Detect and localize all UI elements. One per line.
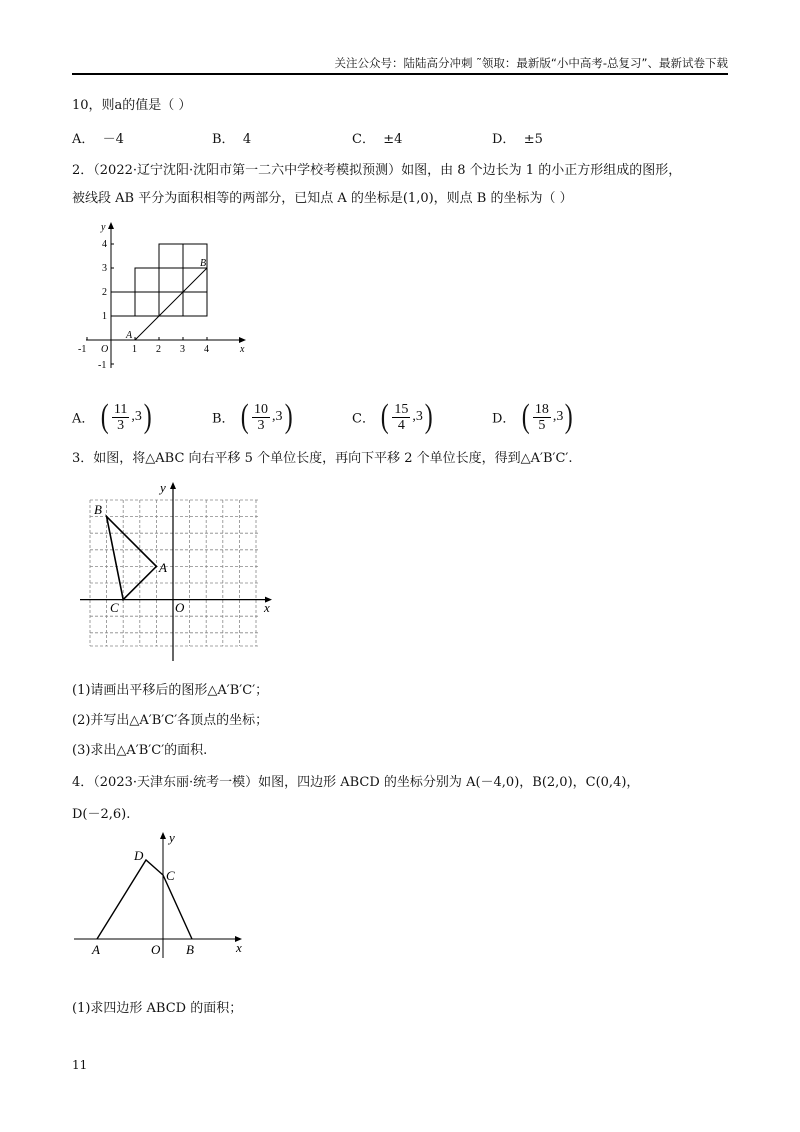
segment-ab [135, 268, 207, 340]
origin-label: O [101, 344, 109, 355]
y-tick-4: 4 [102, 239, 107, 250]
header-rule [72, 73, 728, 75]
q4-sub-1: (1)求四边形 ABCD 的面积； [72, 1001, 243, 1016]
q2-option-c: C． ( $\frac{15}{4}$ ,3 ) [352, 398, 433, 435]
q3-stem: 3．如图，将△ABC 向右平移 5 个单位长度，再向下平移 2 个单位长度，得到△A′B′C′. [72, 451, 573, 466]
label-b: B [186, 942, 194, 957]
x-tick-3: 3 [180, 344, 185, 355]
label-x: x [236, 940, 242, 955]
q3-figure [80, 478, 280, 663]
q3-sub-3: (3)求出△A′B′C′的面积. [72, 743, 208, 758]
page-header: 关注公众号：陆陆高分冲刺 ˜领取：最新版“小中高考-总复习”、最新试卷下载 [334, 56, 728, 70]
label-c: C [166, 868, 175, 883]
x-tick-1: 1 [132, 344, 137, 355]
q4-figure [70, 830, 255, 960]
q1-stem: 10，则a的值是（ ） [72, 98, 192, 113]
q2-option-b: B． ( $\frac{10}{3}$ ,3 ) [212, 398, 293, 435]
y-tick-neg1: -1 [98, 360, 107, 371]
label-d: D [134, 848, 144, 863]
x-tick-4: 4 [204, 344, 209, 355]
q2-option-d: D． ( $\frac{18}{5}$ ,3 ) [492, 398, 574, 435]
label-a: A [92, 942, 100, 957]
label-x: x [264, 600, 270, 615]
y-tick-1: 1 [102, 311, 107, 322]
q1-option-d: D． ±5 [492, 132, 543, 147]
label-o: O [175, 600, 185, 615]
quadrilateral-abcd [97, 860, 192, 939]
x-tick-2: 2 [156, 344, 161, 355]
q2-stem-line2: 被线段 AB 平分为面积相等的两部分，已知点 A 的坐标是(1,0)，则点 B 的坐标为（ ） [72, 191, 573, 206]
point-a-label: A [126, 330, 133, 341]
point-b-label: B [200, 258, 207, 269]
q1-option-c: C． ±4 [352, 132, 403, 147]
q2-option-a: A． ( $\frac{11}{3}$ ,3 ) [72, 398, 152, 435]
label-b: B [94, 502, 102, 517]
x-tick-neg1: -1 [78, 344, 87, 355]
q1-option-b: B． 4 [212, 132, 252, 147]
y-axis-label: y [101, 222, 106, 233]
q3-sub-1: (1)请画出平移后的图形△A′B′C′； [72, 683, 269, 698]
y-tick-3: 3 [102, 263, 107, 274]
q4-stem-line1: 4．（2023·天津东丽·统考一模）如图，四边形 ABCD 的坐标分别为 A(－4,0)，B(2,0)，C(0,4)， [72, 775, 640, 790]
label-c: C [110, 600, 119, 615]
q1-option-a: A． －4 [72, 132, 124, 147]
triangle-abc [107, 517, 157, 600]
y-tick-2: 2 [102, 287, 107, 298]
x-axis-label: x [240, 344, 245, 355]
label-y: y [169, 830, 175, 845]
label-y: y [160, 480, 166, 495]
q2-stem-line1: 2．（2022·辽宁沈阳·沈阳市第一二六中学校考模拟预测）如图，由 8 个边长为 1 的小正方形组成的图形， [72, 163, 682, 178]
q2-figure [76, 216, 256, 376]
label-a: A [159, 560, 167, 575]
q4-stem-line2: D(－2,6). [72, 807, 131, 822]
page-number: 11 [72, 1058, 88, 1072]
q3-sub-2: (2)并写出△A′B′C′各顶点的坐标； [72, 713, 269, 728]
label-o: O [151, 942, 161, 957]
